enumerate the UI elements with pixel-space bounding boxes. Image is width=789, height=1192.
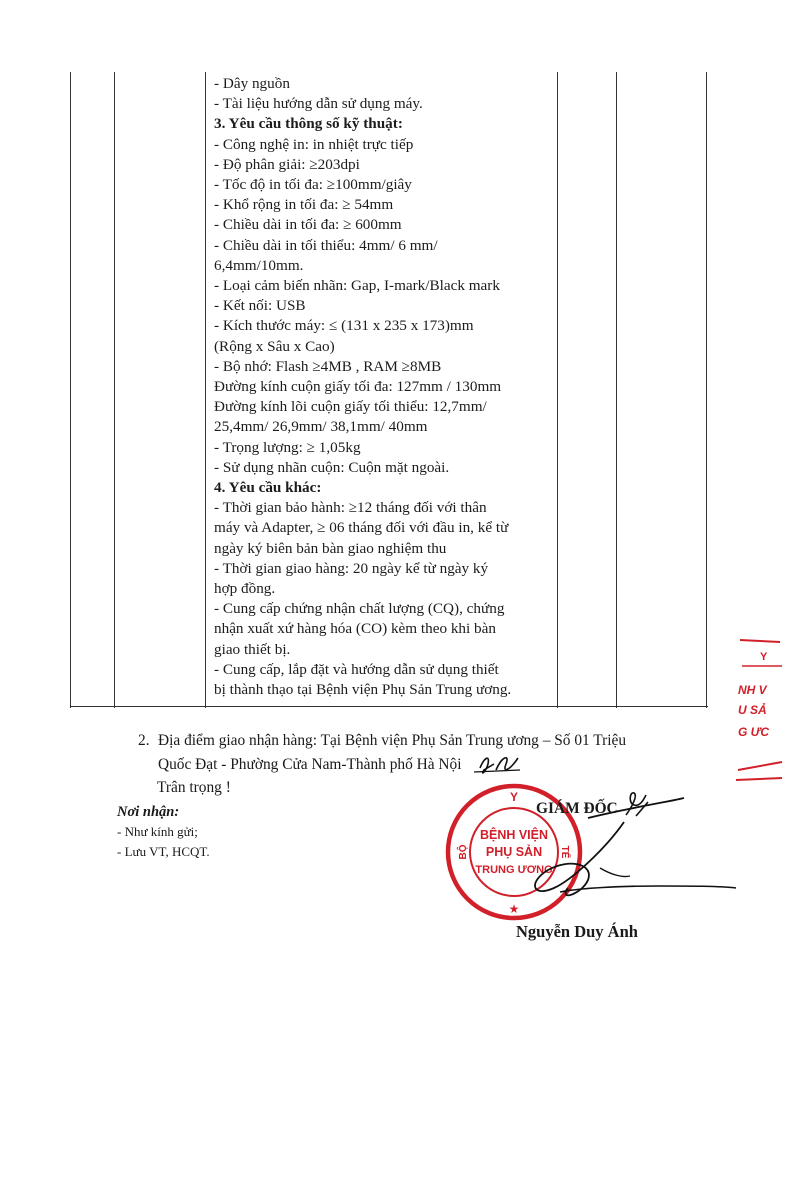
- signature-stroke: [560, 886, 736, 892]
- edge-seal-text: NH V: [738, 683, 767, 697]
- spec-line: - Chiều dài in tối đa: ≥ 600mm: [214, 216, 402, 234]
- seal-star-icon: ★: [508, 902, 520, 916]
- spec-line: Đường kính cuộn giấy tối đa: 127mm / 130mm: [214, 378, 502, 396]
- table-divider: [616, 72, 617, 708]
- seal-line-3: TRUNG ƯƠNG: [475, 864, 553, 876]
- signature-mark: [626, 793, 648, 816]
- spec-line: bị thành thạo tại Bệnh viện Phụ Sản Trung ương.: [214, 681, 512, 699]
- spec-line: - Thời gian bảo hành: ≥12 tháng đối với thân: [214, 499, 487, 517]
- initials-mark: [496, 758, 518, 770]
- spec-line: - Trọng lượng: ≥ 1,05kg: [214, 438, 361, 456]
- spec-line: - Kích thước máy: ≤ (131 x 235 x 173)mm: [214, 317, 474, 335]
- spec-line: - Tài liệu hướng dẫn sử dụng máy.: [214, 95, 423, 113]
- table-border-right: [706, 72, 707, 708]
- spec-line: máy và Adapter, ≥ 06 tháng đối với đầu in, kể từ: [214, 519, 509, 537]
- table-border-bottom: [70, 706, 708, 707]
- spec-line: - Bộ nhớ: Flash ≥4MB , RAM ≥8MB: [214, 357, 442, 375]
- recipient-item: - Như kính gửi;: [117, 824, 198, 839]
- spec-line: hợp đồng.: [214, 580, 276, 598]
- recipients-title: Nơi nhận:: [117, 804, 180, 820]
- spec-line: - Dây nguồn: [214, 75, 290, 92]
- spec-cell: [214, 74, 564, 700]
- spec-line: ngày ký biên bản bàn giao nghiệm thu: [214, 539, 447, 557]
- spec-line: (Rộng x Sâu x Cao): [214, 337, 335, 355]
- initials-mark: [480, 758, 494, 773]
- signer-title: GIÁM ĐỐC: [536, 800, 618, 817]
- signer-name: Nguyễn Duy Ánh: [516, 922, 638, 941]
- edge-seal-text: G ƯC: [738, 725, 770, 739]
- delivery-line-1: Địa điểm giao nhận hàng: Tại Bệnh viện Phụ Sản Trung ương – Số 01 Triệu: [158, 732, 627, 749]
- initials-underline: [474, 770, 520, 772]
- seal-line-1: BỆNH VIỆN: [479, 828, 549, 842]
- spec-line: - Cung cấp chứng nhận chất lượng (CQ), chứng: [214, 600, 505, 618]
- edge-seal-text: Y: [760, 651, 768, 663]
- edge-seal-text: U SẢ: [738, 703, 767, 717]
- seal-right-letters: TẾ: [559, 845, 570, 859]
- signature-stroke: [600, 868, 630, 877]
- seal-line-2: PHỤ SẢN: [485, 845, 543, 859]
- spec-line: - Công nghệ in: in nhiệt trực tiếp: [214, 135, 414, 153]
- spec-line: nhận xuất xứ hàng hóa (CO) kèm theo khi bàn: [214, 620, 496, 638]
- spec-line: giao thiết bị.: [214, 640, 291, 658]
- seal-left-letters: BỘ: [458, 844, 469, 860]
- recipients-block: [117, 802, 210, 862]
- spec-line: - Khổ rộng in tối đa: ≥ 54mm: [214, 196, 394, 214]
- table-border-left: [70, 72, 71, 708]
- table-divider: [114, 72, 115, 708]
- section-heading: 4. Yêu cầu khác:: [214, 479, 322, 497]
- spec-line: 25,4mm/ 26,9mm/ 38,1mm/ 40mm: [214, 418, 428, 436]
- spec-line: - Loại cảm biến nhãn: Gap, I-mark/Black mark: [214, 277, 500, 295]
- closing-regards: Trân trọng !: [157, 779, 231, 796]
- spec-line: - Kết nối: USB: [214, 297, 306, 315]
- spec-line: - Thời gian giao hàng: 20 ngày kể từ ngày ký: [214, 559, 489, 577]
- spec-line: 6,4mm/10mm.: [214, 256, 304, 274]
- spec-line: - Độ phân giải: ≥203dpi: [214, 155, 360, 173]
- delivery-line-2: Quốc Đạt - Phường Cửa Nam-Thành phố Hà Nội: [158, 756, 462, 773]
- spec-line: - Cung cấp, lắp đặt và hướng dẫn sử dụng thiết: [214, 660, 499, 678]
- spec-line: - Tốc độ in tối đa: ≥100mm/giây: [214, 176, 412, 194]
- table-divider: [205, 72, 206, 708]
- spec-line: - Sử dụng nhãn cuộn: Cuộn mặt ngoài.: [214, 458, 450, 476]
- section-heading: 3. Yêu cầu thông số kỹ thuật:: [214, 115, 403, 133]
- spec-line: - Chiều dài in tối thiểu: 4mm/ 6 mm/: [214, 236, 438, 254]
- spec-line: Đường kính lõi cuộn giấy tối thiểu: 12,7mm/: [214, 398, 487, 416]
- item-number: 2.: [138, 732, 150, 749]
- recipient-item: - Lưu VT, HCQT.: [117, 844, 210, 859]
- seal-top-letter: Y: [509, 790, 519, 804]
